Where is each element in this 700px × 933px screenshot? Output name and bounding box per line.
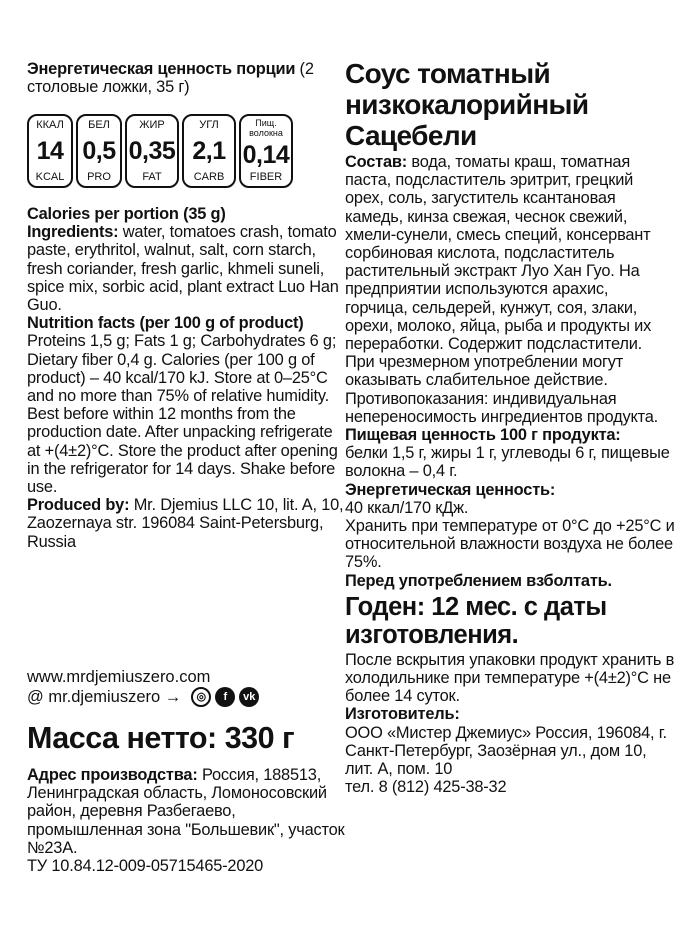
nutrient-box-carb: [182, 114, 236, 188]
manufacturer-label: Изготовитель:: [345, 705, 460, 724]
nutrient-box-fat: [125, 114, 179, 188]
address-label: Адрес производства:: [27, 766, 198, 784]
nutrient-label-en: CARB: [193, 171, 225, 183]
social-handle[interactable]: @ mr.djemiuszero →: [27, 687, 182, 706]
production-address: [27, 766, 345, 875]
web-links: [27, 668, 345, 707]
after-opening: После вскрытия упаковки продукт хранить в холодильнике при температуре +(4±2)°С не более 14 суток.: [345, 650, 675, 706]
produced-label: Produced by:: [27, 496, 130, 515]
net-weight: Масса нетто: 330 г: [27, 721, 295, 755]
nutrient-label-ru: ЖИР: [139, 119, 165, 131]
nutrient-label-ru: ККАЛ: [36, 119, 64, 131]
ingredients-label: Ingredients:: [27, 223, 119, 242]
phone-number: тел. 8 (812) 425-38-32: [345, 778, 507, 797]
nutrient-label-ru: Пищ. волокна: [249, 118, 283, 138]
contraindications: Противопоказания: индивидуальная непереносимость ингредиентов продукта.: [345, 389, 658, 426]
energy-value-text: 40 ккал/170 кДж.: [345, 498, 469, 517]
social-icons: [191, 687, 259, 707]
nutrient-box-fiber: [239, 114, 293, 188]
nutrient-label-en: KCAL: [35, 171, 65, 183]
energy-heading-rest: (2 столовые ложки, 35 г): [27, 60, 314, 97]
food-value-label: Пищевая ценность 100 г продукта:: [345, 426, 621, 445]
energy-value-label: Энергетическая ценность:: [345, 480, 556, 499]
nutrient-label-ru: БЕЛ: [88, 119, 110, 131]
shake-note: Перед употреблением взболтать.: [345, 571, 612, 590]
nutrient-value: 0,14: [242, 140, 290, 169]
address-text: Россия, 188513, Ленинградская область, Ломоносовский район, деревня Разбегаево, промышленная зона "Большевик", участок №23А.: [27, 766, 345, 857]
nutrient-value: 0,35: [128, 137, 176, 165]
nutrient-label-ru: УГЛ: [199, 119, 219, 131]
russian-info: [345, 153, 675, 797]
facebook-icon[interactable]: f: [215, 687, 235, 707]
vk-icon[interactable]: vk: [239, 687, 259, 707]
website-link[interactable]: www.mrdjemiuszero.com: [27, 668, 211, 686]
nutrient-value: 2,1: [192, 137, 226, 165]
nutrition-heading: Nutrition facts (per 100 g of product): [27, 314, 304, 333]
calories-heading: Calories per portion (35 g): [27, 205, 226, 223]
shelf-life: Годен: 12 мес. с даты изготовления.: [345, 592, 607, 649]
energy-heading-bold: Энергетическая ценность порции: [27, 60, 296, 78]
nutrient-label-en: FAT: [142, 171, 162, 183]
ingredients-text: water, tomatoes crash, tomato paste, erythritol, walnut, salt, corn starch, fresh coriander, fresh garlic, khmeli suneli, spice mix, sorbic acid, plant extract Luo Han Guo.: [27, 223, 339, 315]
nutrient-label-en: FIBER: [249, 171, 283, 183]
nutrient-box-kcal: [27, 114, 73, 188]
nutrient-box-protein: [76, 114, 122, 188]
composition-label: Состав:: [345, 153, 408, 171]
nutrient-value: 14: [36, 137, 64, 165]
nutrient-boxes: [27, 114, 293, 188]
english-info: [27, 205, 345, 551]
energy-portion-heading: [27, 60, 347, 96]
food-value-text: белки 1,5 г, жиры 1 г, углеводы 6 г, пищевые волокна – 0,4 г.: [345, 444, 670, 481]
storage-conditions: Хранить при температуре от 0°С до +25°С и относительной влажности воздуха не более 75%.: [345, 517, 675, 572]
tu-code: ТУ 10.84.12-009-05715465-2020: [27, 857, 264, 876]
nutrient-value: 0,5: [82, 137, 116, 165]
instagram-icon[interactable]: ◎: [191, 687, 211, 707]
product-title: Соус томатный низкокалорийный Сацебели: [345, 58, 589, 151]
nutrient-label-en: PRO: [87, 171, 111, 183]
produced-text: Mr. Djemius LLC 10, lit. A, 10, Zaozernaya str. 196084 Saint-Petersburg, Russia: [27, 496, 344, 551]
composition-text: вода, томаты краш, томатная паста, подсластитель эритрит, грецкий орех, соль, загуститель ксантановая камедь, кинза свежая, чеснок свежий, хмели-сунели, смесь специй, консервант сорбиновая кислота, подсластитель растительный экстракт Луо Хан Гуо. На предприятии используются арахис, горчица, сельдерей, кунжут, соя, злаки, орехи, молоко, яйца, рыба и продукты их переработки. Содержит подсластители. При чрезмерном употреблении могут оказывать слабительное действие.: [345, 153, 652, 390]
manufacturer-text: ООО «Мистер Джемиус» Россия, 196084, г. Санкт-Петербург, Заозёрная ул., дом 10, лит. А, пом. 10: [345, 723, 667, 779]
nutrition-text: Proteins 1,5 g; Fats 1 g; Carbohydrates 6 g; Dietary fiber 0,4 g. Calories (per 100 g of product) – 40 kcal/170 kJ. Store at 0–25°C and no more than 75% of relative humidity. Best before within 12 months from the production date. After unpacking refrigerate at +(4±2)°C. Store the product after opening in the refrigerator for 14 days. Shake before use.: [27, 332, 338, 497]
